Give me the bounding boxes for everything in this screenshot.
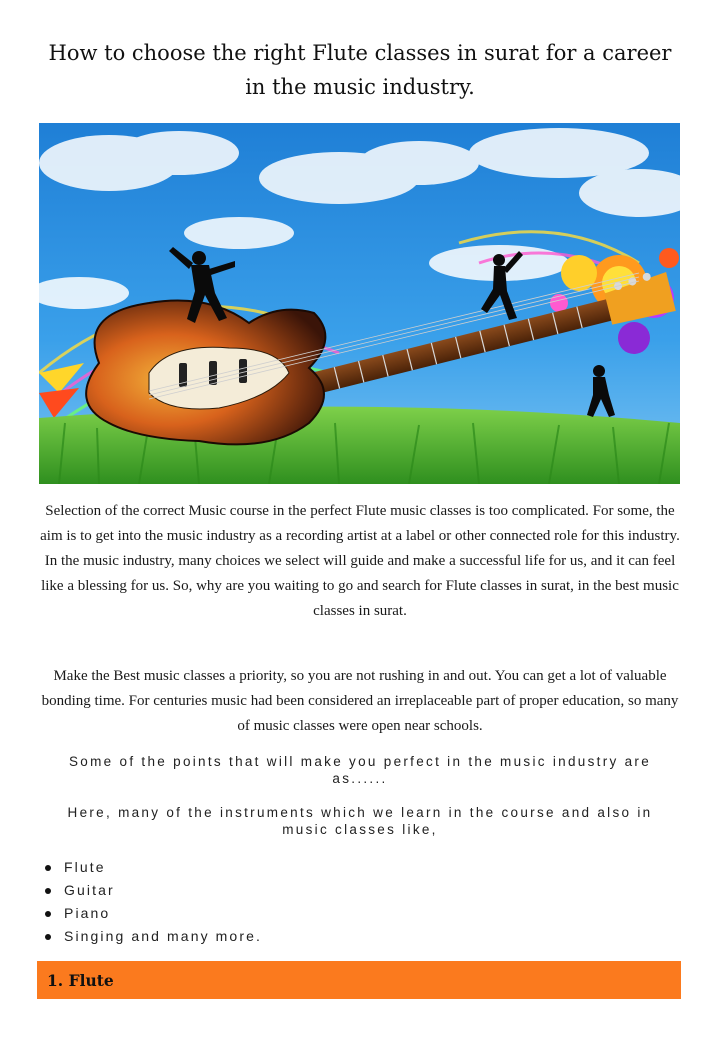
list-item [45,879,262,902]
priority-paragraph: Make the Best music classes a priority, so you are not rushing in and out. You can get a lot of valuable bonding time. For centuries music had been considered an irreplaceable part of proper education, so many of music classes were open near schools. [41,668,679,734]
intro-paragraph: Selection of the correct Music course in the perfect Flute music classes is too complicated. For some, the aim is to get into the music industry as a recording artist at a label or other connected role for this industry. In the music industry, many choices we select will guide and make a successful life for us, and it can feel like a blessing for us. So, why are you waiting to go and search for Flute classes in surat, in the best music classes in surat. [40,503,680,619]
bullet-icon [45,865,51,871]
guitar-illustration [39,123,680,484]
list-item-label: Singing and many more. [64,928,262,944]
list-item-label: Guitar [64,882,115,898]
section-heading-bar [37,961,681,999]
page-title: How to choose the right Flute classes in surat for a career in the music industry. [48,41,672,99]
list-item-label: Piano [64,905,111,921]
list-item [45,902,262,925]
list-item-label: Flute [64,859,106,875]
bullet-icon [45,888,51,894]
instruments-list [45,856,262,948]
list-item [45,856,262,879]
section-heading: 1. Flute [47,970,114,990]
bullet-icon [45,911,51,917]
points-intro: Some of the points that will make you perfect in the music industry are as...... [69,754,651,786]
bullet-icon [45,934,51,940]
instruments-intro: Here, many of the instruments which we learn in the course and also in music classes like, [67,805,653,837]
list-item [45,925,262,948]
hero-image [39,123,680,484]
